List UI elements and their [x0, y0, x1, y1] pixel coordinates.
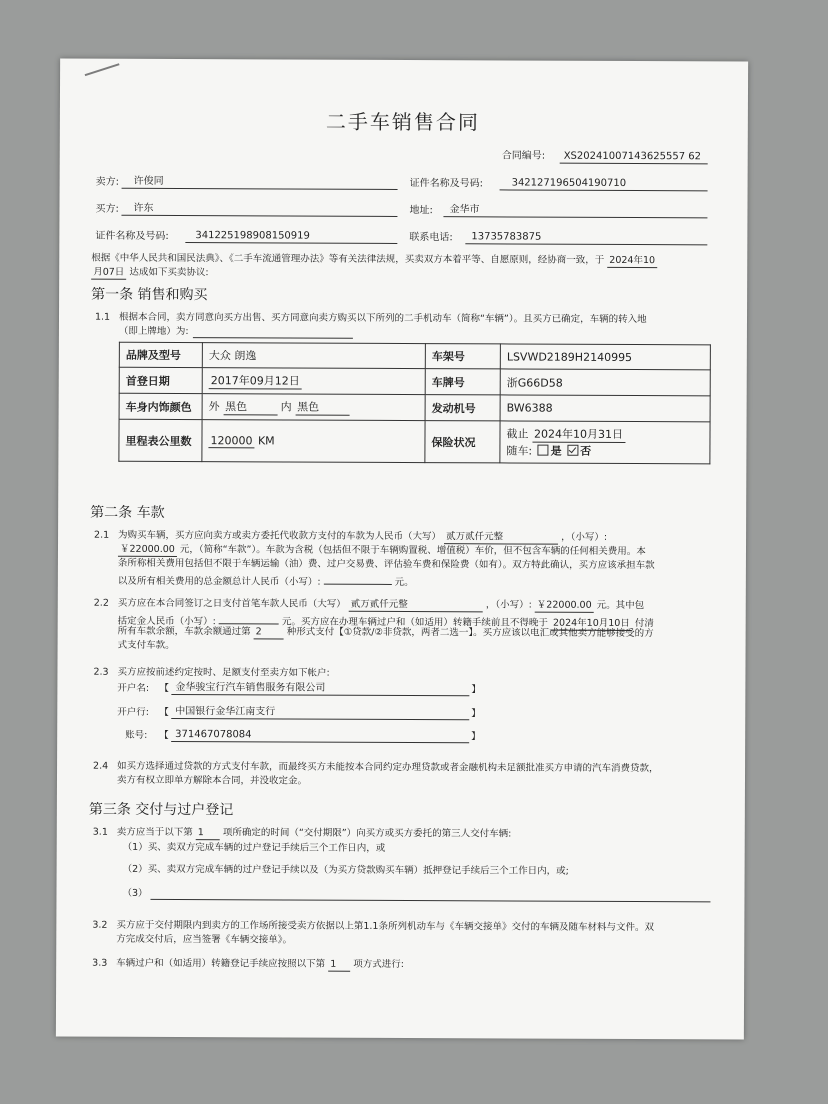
clause-2-2-text-e: 元。买方应在办理车辆过户和（如适用）转籍手续前且不得晚于	[281, 616, 548, 629]
article-3-heading: 第三条 交付与过户登记	[88, 801, 234, 819]
clause-2-3-line-1: 买方应按前述约定按时、足额支付至卖方如下帐户:	[117, 666, 330, 679]
phone-value: 13735783875	[471, 231, 542, 243]
seller-label: 卖方:	[95, 176, 119, 188]
reg-date-cell	[202, 368, 425, 395]
vehicle-table	[118, 342, 711, 465]
contract-no-label: 合同编号:	[501, 150, 546, 162]
clause-2-2-text-b: ，（小写）:	[485, 599, 532, 611]
clause-3-1-text-b: 项所确定的时间（“交付期限”）向买方或买方委托的第三人交付车辆:	[222, 827, 512, 840]
buyer-underline	[121, 215, 397, 217]
clause-2-2-text-d: 括定金人民币（小写）:	[117, 615, 216, 628]
clause-2-1-amount: ￥22000.00	[118, 543, 177, 557]
color-in-prefix: 内	[280, 400, 292, 414]
clause-2-2-deposit-blank	[219, 611, 279, 624]
with-car-row	[506, 442, 703, 459]
clause-2-3-number: 2.3	[93, 666, 109, 678]
intro-date-part-2: 月07日	[91, 266, 126, 280]
bank-open: 【	[159, 706, 169, 718]
table-row	[119, 393, 710, 422]
clause-2-1-text-b: ，（小写）:	[561, 531, 608, 543]
clause-2-1-number: 2.1	[94, 529, 110, 541]
clause-3-1-number: 3.1	[92, 826, 108, 838]
bank-value: 中国银行金华江南支行	[175, 706, 276, 718]
clause-2-2-text-c: 元。其中包	[596, 599, 645, 612]
insurance-cell	[500, 421, 710, 464]
clause-2-2-text-h: 种形式支付【①贷款/②非贷款，两者二选一】。买方应该以电汇或其他卖方能够接受的方	[286, 626, 654, 640]
address-label: 地址:	[409, 205, 433, 217]
vin-value: LSVWD2189H2140995	[500, 344, 710, 370]
clause-3-2-number: 3.2	[92, 919, 108, 931]
clause-3-1-option: 1	[196, 826, 220, 840]
seller-id-value: 342127196504190710	[511, 177, 627, 189]
address-underline	[443, 216, 707, 218]
clause-3-2-line-1: 买方应于交付期限内到卖方的工作场所接受卖方依据以上第1.1条所列机动车与《车辆交接单》交付的车辆及随车材料与文件。双	[116, 919, 654, 934]
color-cell	[202, 394, 425, 421]
clause-1-1-number: 1.1	[94, 311, 111, 323]
phone-underline	[465, 243, 707, 245]
seller-underline	[122, 188, 398, 190]
clause-2-2-line-3	[118, 625, 654, 641]
bank-label: 开户行:	[117, 706, 150, 718]
account-no-close: 】	[471, 731, 481, 743]
clause-2-1-line-3: 条所称相关费用包括但不限于车辆运输（油）费、过户交易费、评估验车费和保险费（如有）。双方特此确认，买方应该承担车款	[117, 557, 655, 572]
clause-2-1-total-blank	[324, 572, 392, 585]
mileage-cell	[202, 420, 425, 463]
brand-value: 大众 朗逸	[202, 343, 425, 369]
plate-location-underline	[193, 337, 353, 339]
clause-2-2-text-a: 买方应在本合同签订之日支付首笔车款人民币（大写）	[117, 597, 346, 610]
address-value: 金华市	[449, 204, 480, 216]
buyer-label: 买方:	[95, 203, 119, 215]
buyer-id-value: 341225198908150919	[195, 230, 310, 242]
brand-label: 品牌及型号	[119, 342, 202, 367]
reg-date-label: 首登日期	[119, 367, 202, 393]
clause-2-2-amount: ￥22000.00	[535, 599, 594, 613]
clause-2-2-line-4: 式支付车款。	[117, 639, 175, 652]
engine-label: 发动机号	[425, 395, 500, 421]
bank-underline	[171, 718, 469, 720]
contract-page	[56, 59, 748, 1040]
phone-label: 联系电话:	[409, 232, 453, 244]
mileage-value: 120000	[208, 434, 254, 448]
account-name-close: 】	[471, 684, 481, 696]
reg-date-value: 2017年09月12日	[209, 372, 302, 389]
buyer-id-label: 证件名称及号码:	[95, 230, 169, 242]
color-in-value: 黑色	[295, 399, 349, 416]
account-no-value: 371467078084	[175, 729, 252, 741]
plate-value: 浙G66D58	[500, 369, 710, 396]
intro-text: 根据《中华人民共和国民法典》、《二手车流通管理办法》等有关法律法规，买卖双方本着平等、自愿原则，经协商一致，于	[91, 252, 605, 266]
clause-3-3-number: 3.3	[92, 957, 108, 969]
clause-3-1-option-1: （1）买、卖双方完成车辆的过户登记手续后三个工作日内，或	[122, 841, 386, 854]
table-row	[119, 419, 710, 464]
clause-3-1-option-2: （2）买、卖双方完成车辆的过户登记手续以及（为买方贷款购买车辆）抵押登记手续后三个工作日内，或;	[122, 863, 569, 877]
contract-no-value: XS20241007143625557 62	[563, 150, 702, 163]
clause-2-2-option: 2	[254, 625, 284, 639]
color-out-value: 黑色	[223, 398, 277, 415]
plate-label: 车牌号	[425, 369, 500, 395]
clause-2-2-text-f: 付清	[634, 618, 654, 630]
clause-3-3-text-a: 车辆过户和（如适用）转籍登记手续应按照以下第	[116, 957, 326, 970]
account-name-open: 【	[159, 682, 169, 694]
clause-3-1-text-a: 卖方应当于以下第	[116, 826, 193, 839]
document-title: 二手车销售合同	[325, 109, 480, 135]
clause-3-3-text-b: 项方式进行:	[353, 958, 404, 971]
clause-2-4-line-1: 如买方选择通过贷款的方式支付车款，而最终买方未能按本合同约定办理贷款或者金融机构未足额批准买方申请的汽车消费贷款，	[117, 760, 659, 775]
buyer-value: 许东	[133, 202, 154, 214]
account-no-open: 【	[159, 729, 169, 741]
clause-3-1-option-3: （3）	[122, 887, 148, 899]
clause-3-3-line-1	[116, 957, 404, 972]
color-label: 车身内饰颜色	[119, 393, 202, 419]
clause-2-2-text-g: 所有车款余额，车款余额通过第	[117, 625, 251, 638]
clause-2-1-text-a: 为购买车辆，买方应向卖方或卖方委托代收款方支付的车款为人民币（大写）	[118, 529, 442, 543]
clause-2-2-number: 2.2	[93, 597, 109, 609]
mileage-unit: KM	[257, 433, 275, 447]
account-name-value: 金华骏宝行汽车销售服务有限公司	[175, 682, 326, 694]
account-no-label: 账号:	[125, 729, 148, 741]
clause-2-1-text-d: 以及所有相关费用的总金额总计人民币（小写）:	[117, 575, 321, 588]
seller-id-label: 证件名称及号码:	[409, 178, 483, 190]
with-car-label: 随车:	[506, 444, 533, 458]
clause-1-1-line-2: （即上牌地）为:	[118, 325, 189, 338]
clause-2-1-line-4	[118, 571, 414, 589]
no-label: 否	[580, 444, 592, 458]
insurance-prefix: 截止	[506, 427, 529, 441]
clause-2-2-date: 2024年10月10日	[551, 617, 632, 631]
clause-3-1-option-3-underline	[150, 899, 710, 902]
vin-label: 车架号	[425, 344, 500, 369]
insurance-date-row	[506, 425, 703, 443]
clause-3-1-line-1	[117, 826, 512, 842]
yes-label: 是	[550, 444, 562, 458]
intro-date-part-1: 2024年10	[607, 254, 657, 268]
clause-3-2-line-2: 方完成交付后，应当签署《车辆交接单》。	[116, 933, 293, 946]
yes-checkbox[interactable]	[538, 445, 549, 456]
insurance-date: 2024年10月31日	[532, 426, 625, 443]
clause-2-1-text-e: 元。	[394, 576, 414, 589]
account-no-underline	[171, 741, 469, 743]
table-row	[119, 367, 710, 396]
clause-2-1-text-c: 元，（简称“车款”）。车款为含税（包括但不限于车辆购置税、增值税）车价，但不包含车辆的任何相关费用。本	[179, 544, 646, 558]
intro-rest: 达成如下买卖协议:	[129, 266, 209, 279]
clause-1-1-line-1: 根据本合同，卖方同意向买方出售、买方同意向卖方购买以下所列的二手机动车（简称“车辆”）。且买方已确定，车辆的转入地	[118, 311, 647, 326]
engine-value: BW6388	[500, 395, 710, 422]
clause-2-1-amount-cn: 贰万贰仟元整	[444, 530, 558, 544]
color-out-prefix: 外	[208, 400, 220, 414]
mileage-label: 里程表公里数	[119, 419, 202, 461]
clause-2-4-line-2: 卖方有权立即单方解除本合同，并没收定金。	[116, 774, 308, 787]
clause-3-3-option: 1	[328, 958, 350, 972]
table-row	[119, 342, 710, 370]
staple-mark	[85, 63, 120, 76]
intro-line-2	[91, 266, 208, 281]
seller-value: 许俊同	[133, 175, 164, 187]
clause-2-4-number: 2.4	[93, 760, 109, 772]
bank-close: 】	[471, 708, 481, 720]
clause-2-2-amount-cn: 贰万贰仟元整	[349, 598, 483, 613]
insurance-label: 保险状况	[425, 421, 500, 463]
account-name-label: 开户名:	[117, 682, 150, 694]
no-checkbox-checked[interactable]	[567, 445, 578, 456]
article-2-heading: 第二条 车款	[90, 504, 165, 521]
article-1-heading: 第一条 销售和购买	[91, 286, 208, 304]
